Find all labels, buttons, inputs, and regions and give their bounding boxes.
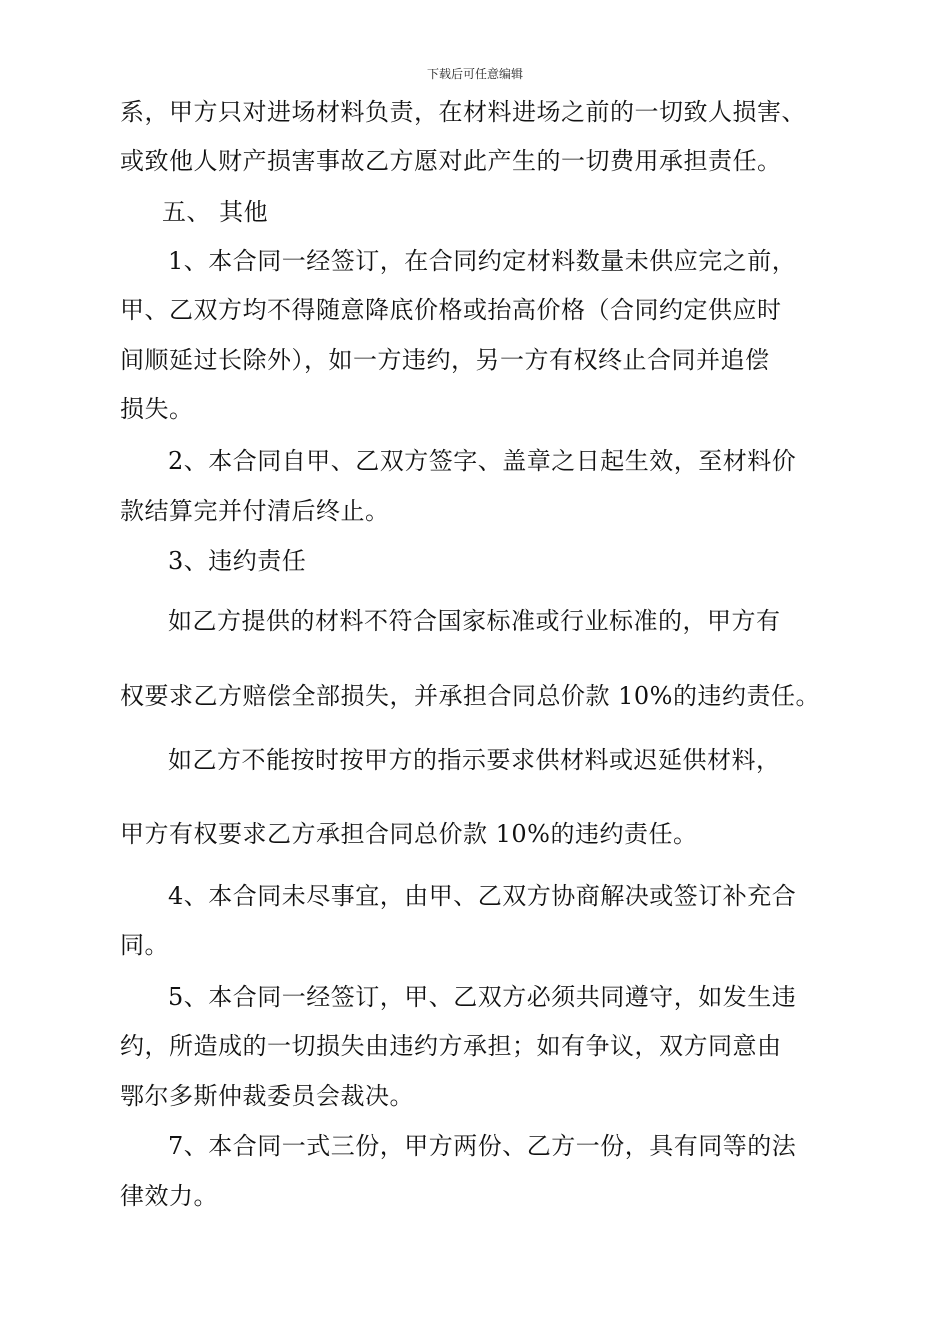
text-line: 律效力。: [120, 1182, 218, 1210]
text-line: 2、本合同自甲、乙双方签字、盖章之日起生效，至材料价: [168, 447, 797, 475]
text-line: 约，所造成的一切损失由违约方承担；如有争议，双方同意由: [120, 1032, 782, 1060]
subsection-heading: 3、违约责任: [168, 547, 307, 575]
section-heading: 五、 其他: [162, 198, 269, 226]
text-line: 或致他人财产损害事故乙方愿对此产生的一切费用承担责任。: [120, 147, 782, 175]
text-line: 4、本合同未尽事宜，由甲、乙双方协商解决或签订补充合: [168, 882, 797, 910]
text-line: 如乙方提供的材料不符合国家标准或行业标准的，甲方有: [168, 607, 781, 635]
text-line: 款结算完并付清后终止。: [120, 497, 390, 525]
text-line: 权要求乙方赔偿全部损失，并承担合同总价款 10%的违约责任。: [120, 682, 820, 710]
text-line: 如乙方不能按时按甲方的指示要求供材料或迟延供材料，: [168, 746, 781, 774]
text-line: 甲、乙双方均不得随意降底价格或抬高价格（合同约定供应时: [120, 296, 782, 324]
text-line: 间顺延过长除外），如一方违约，另一方有权终止合同并追偿: [120, 346, 770, 374]
text-line: 同。: [120, 931, 169, 959]
text-line: 损失。: [120, 395, 194, 423]
text-line: 系，甲方只对进场材料负责，在材料进场之前的一切致人损害、: [120, 98, 806, 126]
text-line: 甲方有权要求乙方承担合同总价款 10%的违约责任。: [120, 820, 698, 848]
page-header: 下载后可任意编辑: [426, 67, 523, 81]
text-line: 5、本合同一经签订，甲、乙双方必须共同遵守，如发生违: [168, 983, 797, 1011]
text-line: 1、本合同一经签订，在合同约定材料数量未供应完之前，: [168, 247, 797, 275]
text-line: 鄂尔多斯仲裁委员会裁决。: [120, 1082, 414, 1110]
text-line: 7、本合同一式三份，甲方两份、乙方一份，具有同等的法: [168, 1132, 797, 1160]
